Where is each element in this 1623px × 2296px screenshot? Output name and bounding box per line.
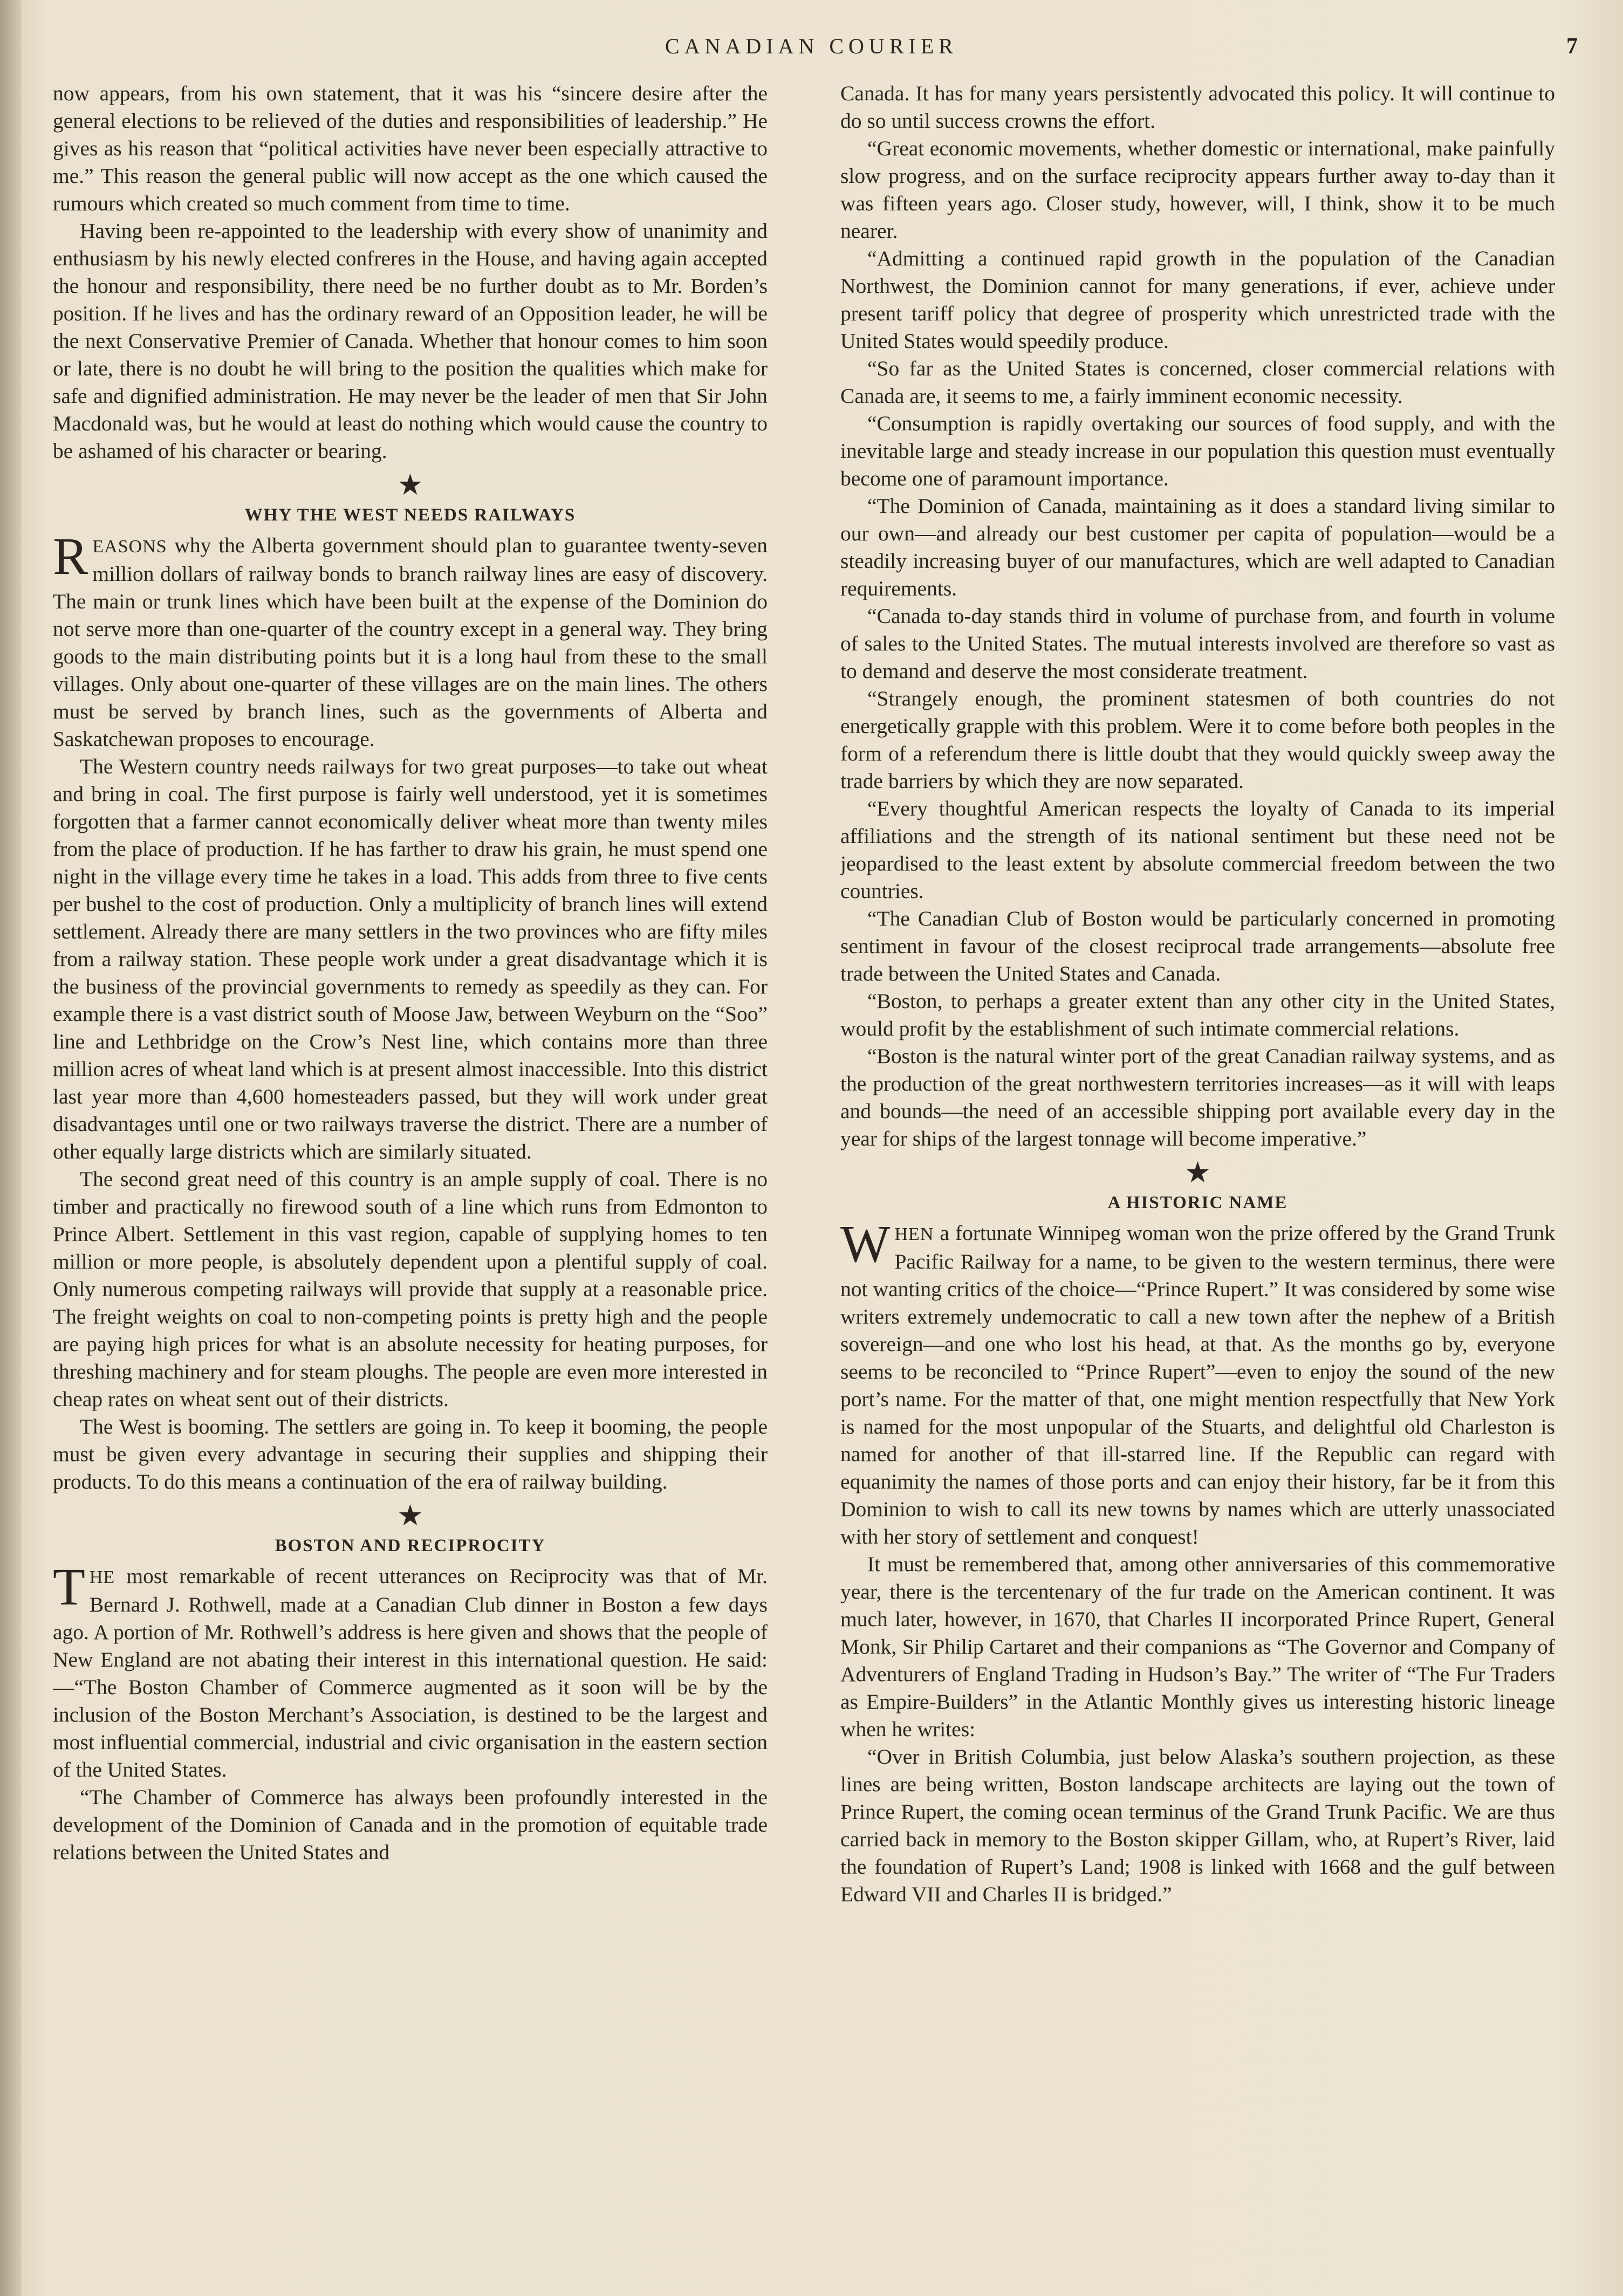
paragraph: “Boston, to perhaps a greater extent than any other city in the United States, would profit by the establishment of such intimate commercial relations. [840, 989, 1555, 1040]
paragraph: The West is booming. The settlers are going in. To keep it booming, the people must be given every advantage in securing their supplies and shipping their products. To do this means a continuation of the era of railway building. [53, 1415, 768, 1493]
section-heading-boston-reciprocity: BOSTON AND RECIPROCITY [275, 1536, 546, 1555]
paragraph: “Consumption is rapidly overtaking our sources of food supply, and with the inevitable large and steady increase in our population this question must eventually become one of paramount importance. [840, 412, 1555, 490]
drop-cap: T [53, 1558, 85, 1616]
paragraph [53, 1558, 768, 1784]
paragraph: “The Canadian Club of Boston would be particularly concerned in promoting sentiment in favour of the closest reciprocal trade arrangements—absolute free trade between the United States and Canada. [840, 907, 1555, 985]
paragraph: “Over in British Columbia, just below Alaska’s southern projection, as these lines are being written, Boston landscape architects are laying out the town of Prince Rupert, the coming ocean terminus of the Grand Trunk Pacific. We are thus carried back in memory to the Boston skipper Gillam, who, at Rupert’s River, laid the foundation of Rupert’s Land; 1908 is linked with 1668 and the gulf between Edward VII and Charles II is bridged.” [840, 1745, 1555, 1906]
paragraph: The Western country needs railways for two great purposes—to take out wheat and bring in coal. The first purpose is fairly well understood, yet it is sometimes forgotten that a farmer cannot economically deliver wheat more than twenty miles from the place of production. If he has farther to draw his grain, he must spend one night in the village every time he takes in a load. This adds from three to five cents per bushel to the cost of production. Only a multiplicity of branch lines will extend settlement. Already there are many settlers in the two provinces who are fifty miles from a railway station. These people work under a great disadvantage which it is the business of the provincial governments to remedy as speedily as they can. For example there is a vast district south of Moose Jaw, between Weyburn on the “Soo” line and Lethbridge on the Crow’s Nest line, which contains more than three million acres of wheat land which is at present almost inaccessible. Into this district last year more than 4,600 homesteaders passed, but they will work under great disadvantages until one or two railways traverse the district. There are a number of other equally large districts which are similarly situated. [53, 755, 768, 1163]
paragraph: “Every thoughtful American respects the loyalty of Canada to its imperial affiliations and the strength of its national sentiment but these need not be jeopardised to the least extent by absolute commercial freedom between the two countries. [840, 797, 1555, 903]
drop-cap: R [53, 527, 88, 586]
small-caps-lead: EASONS [92, 537, 167, 557]
page-number: 7 [1566, 34, 1578, 59]
paragraph: Having been re-appointed to the leadership with every show of unanimity and enthusiasm by his newly elected confreres in the House, and having again accepted the honour and responsibility, there need be no further doubt as to Mr. Borden’s position. If he lives and has the ordinary reward of an Opposition leader, he will be the next Conservative Premier of Canada. Whether that honour comes to him soon or late, there is no doubt he will bring to the position the qualities which make for safe and dignified administration. He may never be the leader of men that Sir John Macdonald was, but he would at least do nothing which would cause the country to be ashamed of his character or bearing. [53, 219, 768, 463]
paragraph: “The Dominion of Canada, maintaining as it does a standard living similar to our own—and already our best customer per capita of population—would be a steadily increasing buyer of our manufactures, which are well adapted to Canadian requirements. [840, 494, 1555, 600]
left-column [53, 80, 768, 2259]
star-ornament: ★ [1184, 1156, 1211, 1189]
drop-cap: W [840, 1215, 891, 1273]
paragraph [840, 1215, 1555, 1551]
small-caps-lead: HEN [894, 1224, 934, 1244]
paragraph: “Admitting a continued rapid growth in the population of the Canadian Northwest, the Dominion cannot for many generations, if ever, achieve under present tariff policy that degree of prosperity which unrestricted trade with the United States would speedily produce. [840, 246, 1555, 353]
paragraph-text: why the Alberta government should plan to guarantee twenty-seven million dollars of railway bonds to branch railway lines are easy of discovery. The main or trunk lines which have been built at the expense of the Dominion do not serve more than one-quarter of the country except in a general way. They bring goods to the main distributing points but it is a long haul from these to the small villages. Only about one-quarter of these villages are on the main lines. The others must be served by branch lines, such as the governments of Alberta and Saskatchewan proposes to encourage. [53, 533, 768, 751]
paragraph: “The Chamber of Commerce has always been profoundly interested in the development of the Dominion of Canada and in the promotion of equitable trade relations between the United States and [53, 1785, 768, 1864]
right-column [840, 80, 1555, 2259]
paragraph: Canada. It has for many years persistently advocated this policy. It will continue to do so until success crowns the effort. [840, 81, 1555, 133]
page-header [0, 33, 1623, 66]
section-heading-west-railways: WHY THE WEST NEEDS RAILWAYS [244, 505, 576, 525]
paragraph [53, 527, 768, 753]
paragraph: The second great need of this country is an ample supply of coal. There is no timber and practically no firewood south of a line which runs from Edmonton to Prince Albert. Settlement in this vast region, capable of supplying homes to ten million or more people, is absolutely dependent upon a plentiful supply of coal. Only numerous competing railways will provide that supply at a reasonable price. The freight weights on coal to non-competing points is pretty high and the people are paying high prices for what is an absolute necessity for heating purposes, for threshing machinery and for steam ploughs. The people are even more interested in cheap rates on wheat sent out of their districts. [53, 1167, 768, 1411]
paragraph: “So far as the United States is concerned, closer commercial relations with Canada are, it seems to me, a fairly imminent economic necessity. [840, 357, 1555, 408]
paragraph: It must be remembered that, among other anniversaries of this commemorative year, there is the tercentenary of the fur trade on the American continent. It was much later, however, in 1670, that Charles II incorporated Prince Rupert, General Monk, Sir Philip Cartaret and their companions as “The Governor and Company of Adventurers of England Trading in Hudson’s Bay.” The writer of “The Fur Traders as Empire-Builders” in the Atlantic Monthly gives us interesting historic lineage when he writes: [840, 1552, 1555, 1741]
paragraph: “Great economic movements, whether domestic or international, make painfully slow progress, and on the surface reciprocity appears further away to-day than it was fifteen years ago. Closer study, however, will, I think, show it to be much nearer. [840, 136, 1555, 243]
paragraph: “Boston is the natural winter port of the great Canadian railway systems, and as the production of the great northwestern territories increases—as it will with leaps and bounds—the need of an accessible shipping port available every day in the year for ships of the largest tonnage will become imperative.” [840, 1044, 1555, 1150]
paragraph-text: most remarkable of recent utterances on Reciprocity was that of Mr. Bernard J. Rothwell, made at a Canadian Club dinner in Boston a few days ago. A portion of Mr. Rothwell’s address is here given and shows that the people of New England are not abating their interest in this international question. He said:—“The Boston Chamber of Commerce augmented as it soon will be by the inclusion of the Boston Merchant’s Association, is destined to be the largest and most influential commercial, industrial and civic organisation in the eastern section of the United States. [53, 1564, 768, 1781]
running-head: CANADIAN COURIER [665, 34, 958, 58]
paragraph-text: a fortunate Winnipeg woman won the prize offered by the Grand Trunk Pacific Railway for a name, to be given to the western terminus, there were not wanting critics of the choice—“Prince Rupert.” It was considered by some wise writers extremely undemocratic to call a new town after the nephew of a British sovereign—and one who lost his head, at that. As the months go by, everyone seems to be reconciled to “Prince Rupert”—even to enjoy the sound of the new port’s name. For the matter of that, one might mention respectfully that New York is named for the most unpopular of the Stuarts, and delightful old Charleston is named for another of that ill-starred line. If the Republic can regard with equanimity the names of those ports and can enjoy their history, far be it from this Dominion to wish to call its new towns by names which are utterly unassociated with her story of settlement and conquest! [840, 1221, 1555, 1548]
section-heading-historic-name: A HISTORIC NAME [1107, 1193, 1288, 1212]
paragraph: “Canada to-day stands third in volume of purchase from, and fourth in volume of sales to the United States. The mutual interests involved are therefore so vast as to demand and deserve the most considerate treatment. [840, 604, 1555, 683]
star-ornament: ★ [397, 469, 423, 501]
star-ornament: ★ [397, 1499, 423, 1532]
paragraph: “Strangely enough, the prominent statesmen of both countries do not energetically grapple with this problem. Were it to come before both peoples in the form of a referendum there is little doubt that they would quickly sweep away the trade barriers by which they are now separated. [840, 687, 1555, 793]
paragraph: now appears, from his own statement, that it was his “sincere desire after the general elections to be relieved of the duties and responsibilities of leadership.” He gives as his reason that “political activities have never been especially attractive to me.” This reason the general public will now accept as the one which caused the rumours which created so much comment from time to time. [53, 81, 768, 215]
page-binding-shadow [0, 0, 22, 2296]
small-caps-lead: HE [89, 1567, 115, 1587]
